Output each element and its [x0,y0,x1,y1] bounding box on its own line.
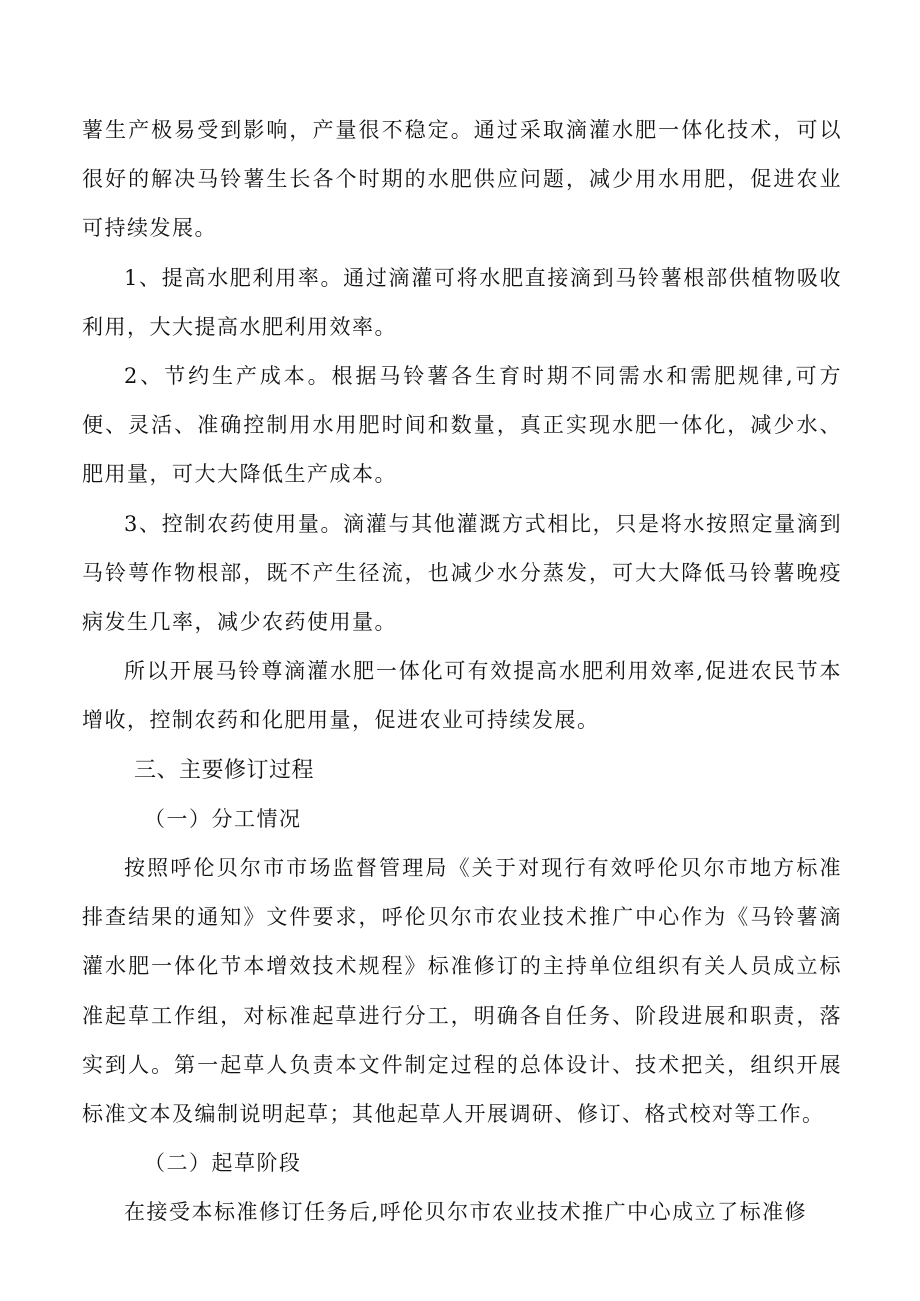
paragraph-pesticide-control: 3、控制农药使用量。滴灌与其他灌溉方式相比，只是将水按照定量滴到马铃萼作物根部，既不产生径流，也减少水分蒸发，可大大降低马铃薯晚疫病发生几率，减少农药使用量。 [82,511,842,635]
paragraph-summary: 所以开展马铃尊滴灌水肥一体化可有效提高水肥利用效率,促进农民节本增收，控制农药和化肥用量，促进农业可持续发展。 [82,659,842,733]
subheading-division-of-work: （一）分工情况 [144,806,302,831]
paragraph-cost-saving: 2、节约生产成本。根据马铃薯各生育时期不同需水和需肥规律,可方便、灵活、准确控制用水用肥时间和数量，真正实现水肥一体化，减少水、肥用量，可大大降低生产成本。 [82,364,842,487]
document-body [82,106,842,1238]
paragraph-water-fertilizer-efficiency: 1、提高水肥利用率。通过滴灌可将水肥直接滴到马铃薯根部供植物吸收利用，大大提高水肥利用效率。 [82,265,842,339]
section-heading-revision-process: 三、主要修订过程 [134,757,315,783]
paragraph-drafting-stage: 在接受本标准修订任务后,呼伦贝尔市农业技术推广中心成立了标准修 [124,1200,808,1225]
subheading-drafting-stage: （二）起草阶段 [144,1151,302,1176]
paragraph-continuation: 薯生产极易受到影响，产量很不稳定。通过采取滴灌水肥一体化技术，可以很好的解决马铃薯生长各个时期的水肥供应问题，减少用水用肥，促进农业可持续发展。 [82,118,842,241]
paragraph-division-of-work: 按照呼伦贝尔市市场监督管理局《关于对现行有效呼伦贝尔市地方标准排查结果的通知》文件要求，呼伦贝尔市农业技术推广中心作为《马铃薯滴灌水肥一体化节本增效技术规程》标准修订的主持单位组织有关人员成立标准起草工作组，对标准起草进行分工，明确各自任务、阶段进展和职责，落实到人。第一起草人负责本文件制定过程的总体设计、技术把关，组织开展标准文本及编制说明起草；其他起草人开展调研、修订、格式校对等工作。 [82,856,842,1127]
